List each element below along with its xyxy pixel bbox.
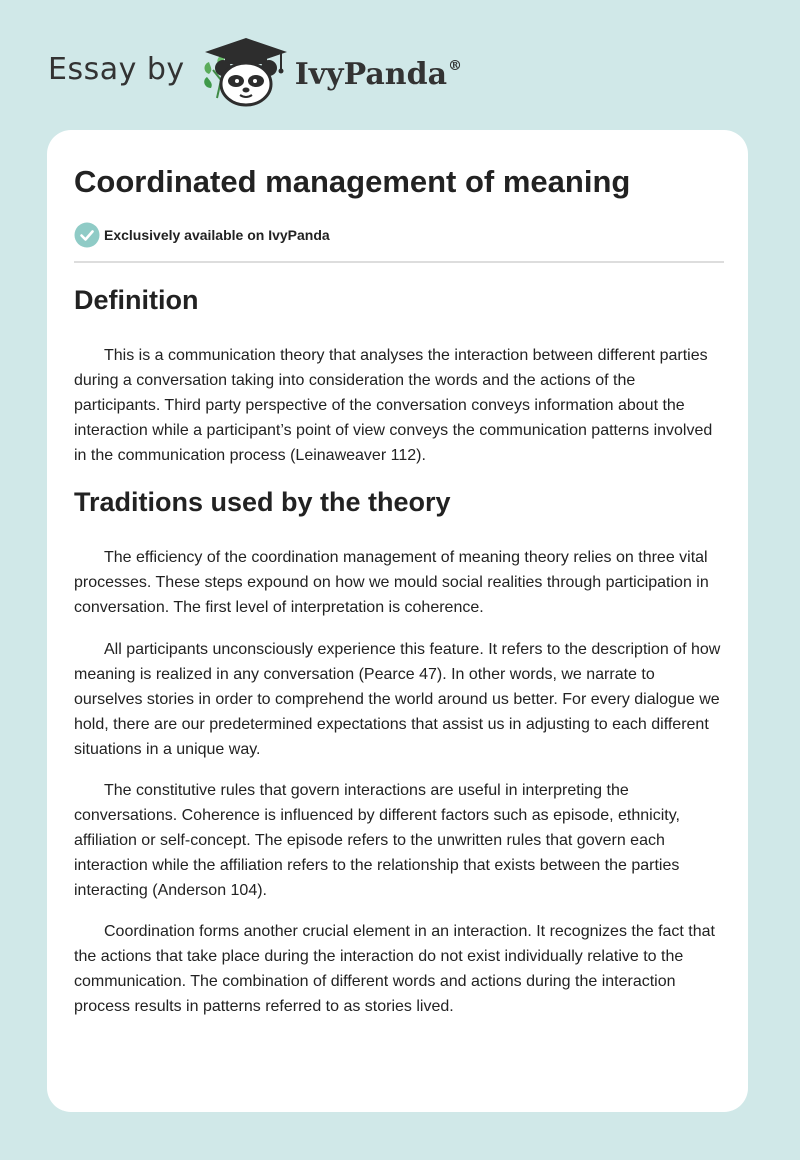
paragraph: This is a communication theory that analyses the interaction between different parties during a conversation taking into consideration the words and the actions of the participants. Third party perspective of the conversation conveys information about the interaction while a participant’s point of view conveys the communication patterns involved in the communication process (Leinaweaver 112). <box>74 347 713 464</box>
essay-card <box>47 130 748 1112</box>
check-circle-icon <box>74 222 100 248</box>
page-title: Coordinated management of meaning <box>74 164 631 199</box>
section-heading-definition: Definition <box>74 285 199 315</box>
site-header <box>48 36 462 108</box>
divider <box>74 261 724 263</box>
section-heading-traditions: Traditions used by the theory <box>74 487 451 517</box>
paragraph: All participants unconsciously experience this feature. It refers to the description of how meaning is realized in any conversation (Pearce 47). In other words, we narrate to ourselves stories in order to comprehend the world around us better. For every dialogue we hold, there are our predetermined expectations that assist us in adjusting to each different situations in a unique way. <box>74 641 721 758</box>
essay-by-label: Essay by <box>48 51 185 87</box>
panda-graduate-logo-icon[interactable] <box>201 36 291 108</box>
paragraph: The constitutive rules that govern interactions are useful in interpreting the conversations. Coherence is influenced by different factors such as episode, ethnicity, affiliation or self-concept. The episode refers to the unwritten rules that govern each interaction while the affiliation refers to the relationship that exists between the parties interacting (Anderson 104). <box>74 782 680 899</box>
paragraph: Coordination forms another crucial element in an interaction. It recognizes the fact that the actions that take place during the interaction do not exist individually relative to the communication. The combination of different words and actions during the interaction process results in patterns referred to as stories lived. <box>74 923 715 1015</box>
registered-mark: ® <box>448 57 463 74</box>
exclusive-badge <box>74 222 330 248</box>
paragraph: The efficiency of the coordination management of meaning theory relies on three vital processes. These steps expound on how we mould social realities through participation in conversation. The first level of interpretation is coherence. <box>74 549 709 616</box>
brand-name[interactable]: IvyPanda® <box>294 56 463 92</box>
badge-label: Exclusively available on IvyPanda <box>104 227 330 243</box>
